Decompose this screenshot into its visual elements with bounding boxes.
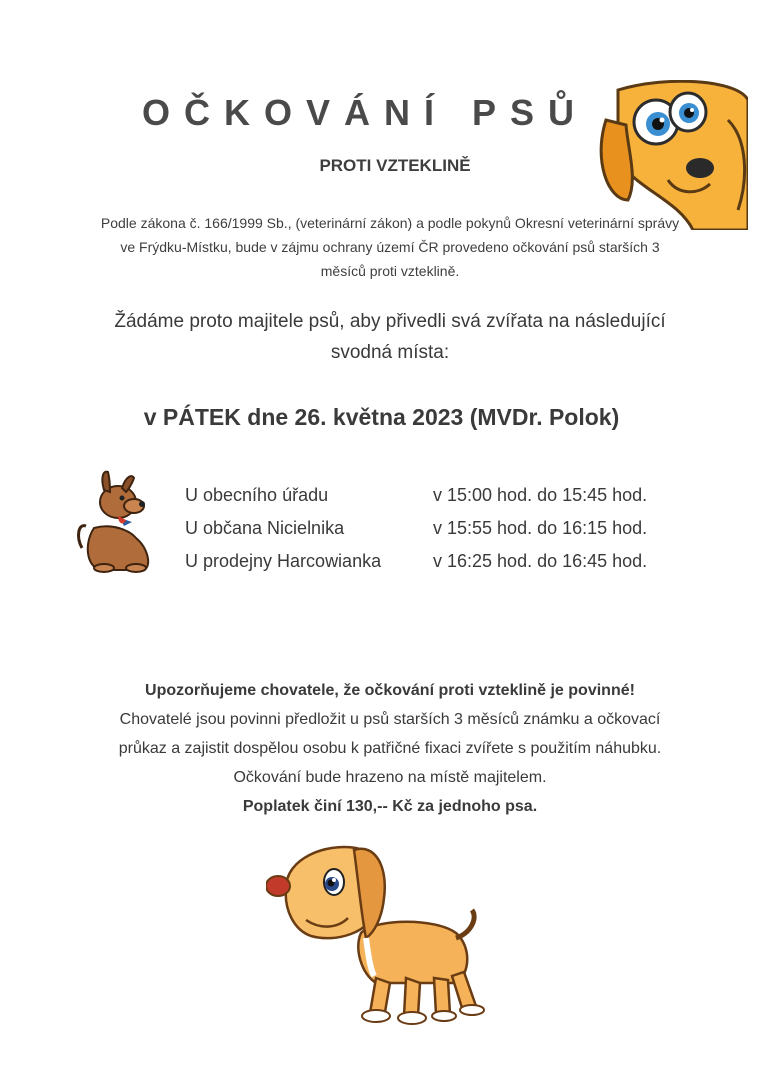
request-paragraph [60, 306, 720, 368]
intro-line: měsíců proti vzteklině. [320, 263, 460, 279]
notice-line: průkaz a zajistit dospělou osobu k patřičné fixaci zvířete s použitím náhubku. [118, 740, 662, 757]
schedule-place: U prodejny Harcowianka [185, 551, 382, 571]
intro-line: ve Frýdku-Místku, bude v zájmu ochrany území ČR provedeno očkování psů starších 3 [120, 239, 660, 255]
intro-paragraph [70, 211, 710, 283]
standing-puppy-icon [266, 838, 496, 1028]
schedule-row [185, 545, 647, 578]
schedule-place: U občana Nicielnika [185, 518, 345, 538]
notice-line: Chovatelé jsou povinni předložit u psů starších 3 měsíců známku a očkovací [119, 711, 661, 728]
request-line: svodná místa: [330, 342, 450, 363]
notice-warning: Upozorňujeme chovatele, že očkování proti vzteklině je povinné! [145, 682, 635, 699]
schedule-row [185, 479, 647, 512]
page-subtitle: PROTI VZTEKLINĚ [319, 156, 471, 175]
notice-paragraph [50, 676, 730, 821]
schedule-table [185, 479, 647, 578]
notice-line: Očkování bude hrazeno na místě majitelem. [233, 769, 547, 786]
request-line: Žádáme proto majitele psů, aby přivedli svá zvířata na následující [114, 311, 666, 332]
schedule-time: v 16:25 hod. do 16:45 hod. [433, 551, 648, 571]
schedule-time: v 15:55 hod. do 16:15 hod. [433, 518, 648, 538]
vaccination-date: v PÁTEK dne 26. května 2023 (MVDr. Polok) [143, 404, 620, 430]
intro-line: Podle zákona č. 166/1999 Sb., (veterinární zákon) a podle pokynů Okresní veterinární správy [100, 215, 680, 231]
schedule-time: v 15:00 hod. do 15:45 hod. [433, 485, 648, 505]
sitting-brown-dog-icon [74, 468, 156, 574]
schedule-place: U obecního úřadu [185, 485, 329, 505]
notice-fee: Poplatek činí 130,-- Kč za jednoho psa. [242, 798, 538, 815]
page-title: OČKOVÁNÍ PSŮ [141, 92, 589, 133]
schedule-row [185, 512, 647, 545]
